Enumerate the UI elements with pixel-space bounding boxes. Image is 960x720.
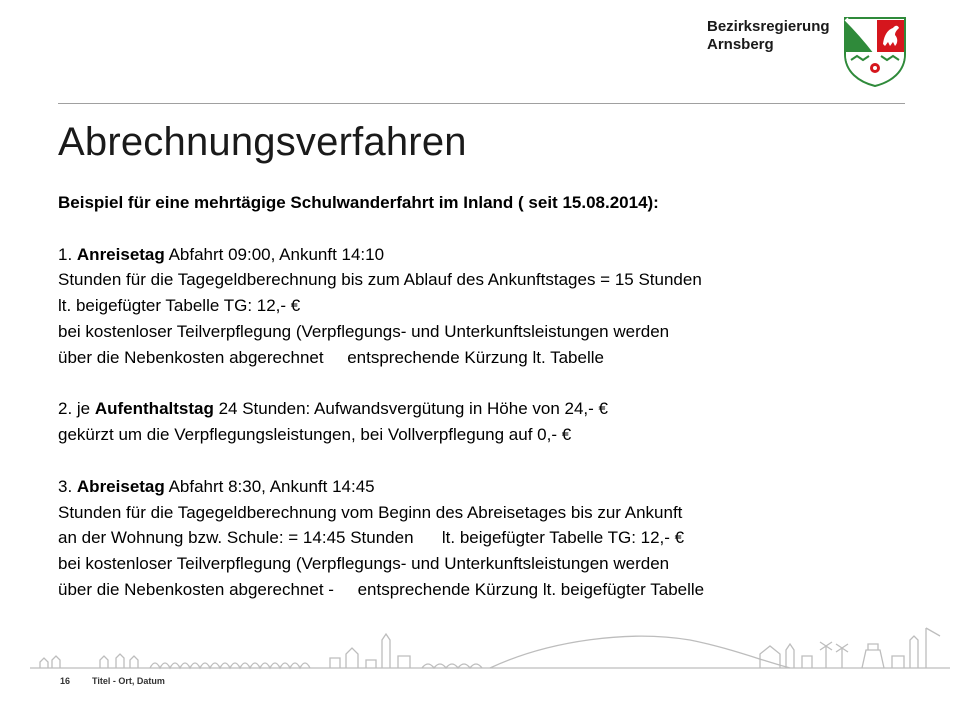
section-3-keyword: Abreisetag	[76, 476, 165, 496]
spacer	[58, 371, 918, 397]
section-3-line: Stunden für die Tagegeldberechnung vom Beginn des Abreisetages bis zur Ankunft	[58, 502, 683, 522]
slide-title: Abrechnungsverfahren	[58, 120, 467, 164]
section-1-heading	[58, 242, 918, 268]
slide-subtitle: Beispiel für eine mehrtägige Schulwanderfahrt im Inland ( seit 15.08.2014):	[58, 193, 659, 212]
section-2-rest: 24 Stunden: Aufwandsvergütung in Höhe von 24,- €	[213, 399, 608, 419]
section-1-line: über die Nebenkosten abgerechnet entsprechende Kürzung lt. Tabelle	[58, 347, 604, 367]
section-1-rest: Abfahrt 09:00, Ankunft 14:10	[164, 244, 385, 264]
footer	[60, 676, 165, 686]
section-1-line: bei kostenloser Teilverpflegung (Verpflegungs- und Unterkunftsleistungen werden	[58, 321, 670, 341]
org-name-line2: Arnsberg	[707, 36, 774, 53]
section-2-heading	[58, 396, 918, 422]
section-1-number: 1.	[58, 244, 77, 264]
slide-body	[58, 190, 918, 603]
spacer	[58, 448, 918, 474]
org-name-line1: Bezirksregierung	[707, 18, 830, 35]
section-2-keyword: Aufenthaltstag	[94, 399, 214, 419]
landscape-skyline-decoration	[30, 610, 950, 680]
footer-caption: Titel - Ort, Datum	[92, 676, 165, 686]
section-1-keyword: Anreisetag	[76, 244, 165, 264]
section-3-line: über die Nebenkosten abgerechnet - entsprechende Kürzung lt. beigefügter Tabelle	[58, 579, 705, 599]
section-1-line: lt. beigefügter Tabelle TG: 12,- €	[58, 296, 301, 316]
section-3-number: 3.	[58, 476, 77, 496]
section-1-line: Stunden für die Tagegeldberechnung bis zum Ablauf des Ankunftstages = 15 Stunden	[58, 270, 702, 290]
section-3-line: an der Wohnung bzw. Schule: = 14:45 Stunden lt. beigefügter Tabelle TG: 12,- €	[58, 528, 685, 548]
section-3-line: bei kostenloser Teilverpflegung (Verpflegungs- und Unterkunftsleistungen werden	[58, 554, 670, 574]
header-divider	[58, 103, 905, 104]
spacer	[58, 216, 918, 242]
section-3-rest: Abfahrt 8:30, Ankunft 14:45	[164, 476, 375, 496]
nrw-coat-of-arms-icon	[843, 16, 907, 88]
section-2-number: 2. je	[58, 399, 95, 419]
section-3-heading	[58, 474, 918, 500]
page-number: 16	[60, 676, 71, 686]
org-name	[707, 18, 830, 54]
section-2-line: gekürzt um die Verpflegungsleistungen, bei Vollverpflegung auf 0,- €	[58, 425, 572, 445]
